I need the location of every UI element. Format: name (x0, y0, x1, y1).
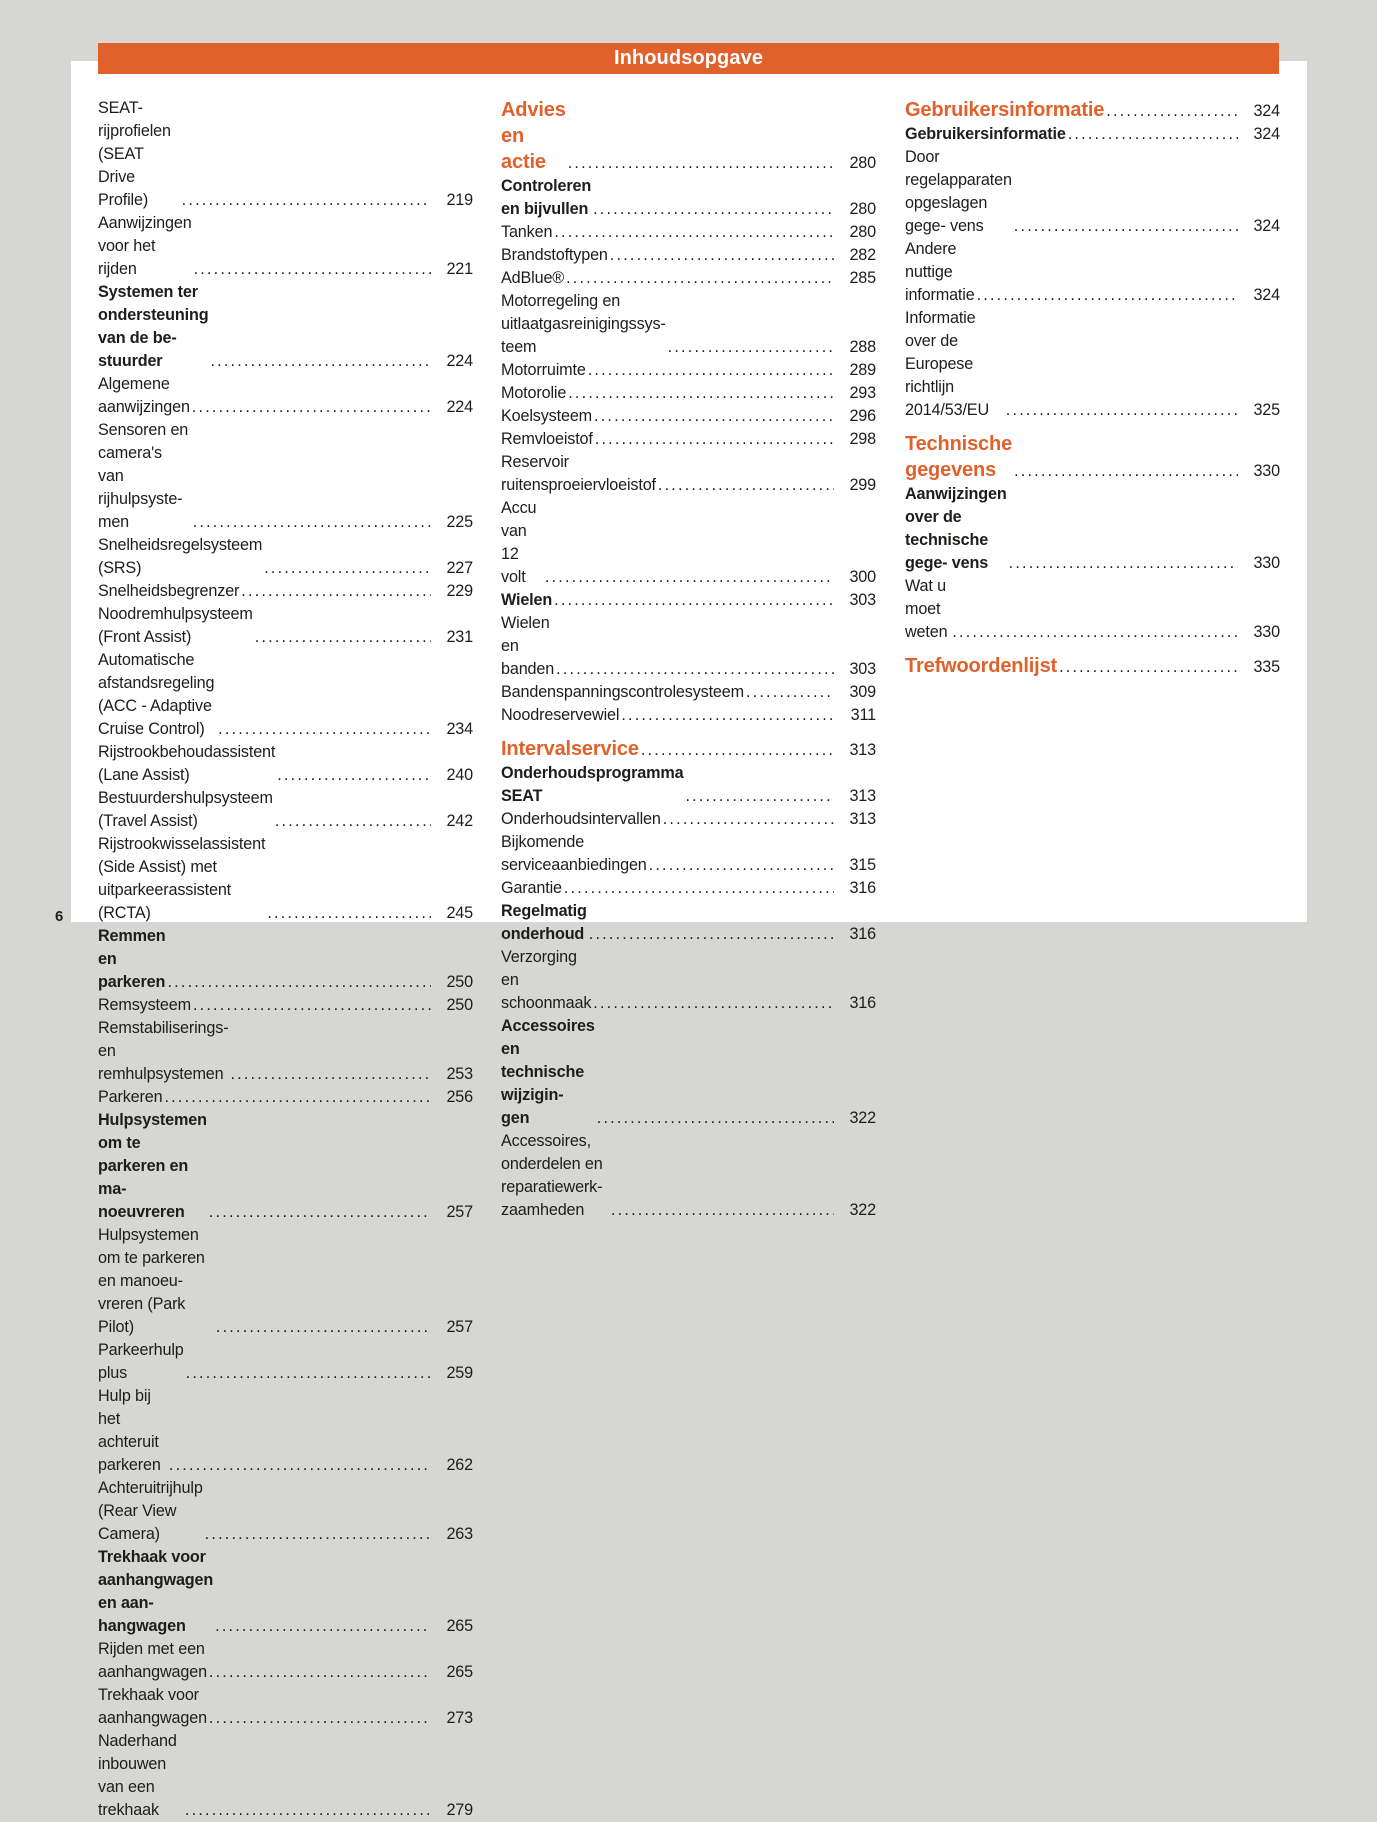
toc-entry-text: Achteruitrijhulp (Rear View Camera) (98, 1479, 203, 1543)
dot-leader (230, 1063, 431, 1086)
dot-leader (169, 1454, 431, 1477)
dot-leader (210, 350, 431, 373)
toc-entry-page: 265 (446, 1617, 473, 1635)
toc-entry-text: Brandstoftypen (501, 246, 608, 264)
dot-leader (193, 511, 431, 534)
toc-entry-text: Wat u moet weten (905, 577, 948, 641)
toc-entry-page: 262 (446, 1456, 473, 1474)
dot-leader (568, 152, 834, 175)
toc-entry[interactable] (98, 833, 473, 925)
toc-entry-text: Verzorging en schoonmaak (501, 948, 592, 1012)
dot-leader (218, 718, 431, 741)
toc-entry-page: 229 (446, 582, 473, 600)
dot-leader (621, 704, 834, 727)
page-number: 6 (55, 908, 64, 925)
toc-entry[interactable] (98, 580, 473, 603)
dot-leader (205, 1523, 431, 1546)
dot-leader (1106, 100, 1238, 123)
toc-entry-text: Trekhaak voor aanhangwagen (98, 1686, 207, 1727)
toc-entry-text: Hulpsystemen om te parkeren en manoeu- vreren (Park Pilot) (98, 1226, 205, 1336)
toc-entry-text: Motorolie (501, 384, 567, 402)
toc-entry[interactable] (501, 428, 876, 451)
toc-entry-page: 289 (849, 361, 876, 379)
dot-leader (977, 284, 1238, 307)
toc-entry-page: 256 (446, 1088, 473, 1106)
dot-leader (649, 854, 834, 877)
toc-entry[interactable] (905, 307, 1280, 422)
dot-leader (554, 589, 834, 612)
toc-entry[interactable] (98, 1638, 473, 1684)
dot-leader (267, 902, 431, 925)
toc-entry-text: Remvloeistof (501, 430, 593, 448)
toc-entry-text: Snelheidsbegrenzer (98, 582, 240, 600)
dot-leader (215, 1615, 431, 1638)
toc-entry-text: Door regelapparaten opgeslagen gege- vens (905, 148, 1012, 235)
toc-entry-text: Wielen en banden (501, 614, 555, 678)
toc-entry[interactable] (501, 704, 876, 727)
toc-entry-page: 324 (1253, 286, 1280, 304)
toc-entry-text: Bijkomende serviceaanbiedingen (501, 833, 647, 874)
toc-entry-text: Informatie over de Europese richtlijn 2014/53/EU (905, 309, 989, 419)
toc-entry[interactable] (905, 238, 1280, 307)
toc-entry[interactable] (98, 741, 473, 787)
toc-entry[interactable] (98, 649, 473, 741)
toc-section-text: Systemen ter ondersteuning van de be- stuurder (98, 283, 209, 370)
toc-entry-text: Rijstrookwisselassistent (Side Assist) met uitparkeerassistent (RCTA) (98, 835, 266, 922)
dot-leader (566, 267, 834, 290)
title-bar (98, 43, 1279, 74)
toc-section-text: Aanwijzingen over de technische gege- vens (905, 485, 1007, 572)
toc-entry-text: Rijden met een aanhangwagen (98, 1640, 207, 1681)
toc-entry-text: Rijstrookbehoudassistent (Lane Assist) (98, 743, 276, 784)
toc-entry-page: 257 (446, 1318, 473, 1336)
toc-section[interactable] (98, 1546, 473, 1638)
toc-entry-page: 259 (446, 1364, 473, 1382)
dot-leader (209, 1661, 431, 1684)
toc-entry-page: 265 (446, 1663, 473, 1681)
dot-leader (610, 244, 834, 267)
toc-entry-page: 313 (849, 810, 876, 828)
dot-leader (554, 221, 834, 244)
toc-entry[interactable] (501, 221, 876, 244)
toc-entry[interactable] (501, 612, 876, 681)
toc-entry[interactable] (98, 994, 473, 1017)
toc-entry-page: 263 (446, 1525, 473, 1543)
toc-entry[interactable] (501, 681, 876, 704)
dot-leader (185, 1799, 431, 1822)
toc-entry-text: Accessoires, onderdelen en reparatiewerk- zaamheden (501, 1132, 603, 1219)
toc-entry[interactable] (98, 419, 473, 534)
toc-entry[interactable] (98, 603, 473, 649)
toc-entry-text: Andere nuttige informatie (905, 240, 975, 304)
toc-section[interactable] (501, 762, 876, 808)
toc-section[interactable] (905, 123, 1280, 146)
toc-entry[interactable] (98, 97, 473, 212)
toc-entry-page: 224 (446, 352, 473, 370)
toc-entry-page: 279 (446, 1801, 473, 1819)
toc-column-2 (501, 97, 876, 1222)
toc-entry-page: 324 (1253, 217, 1280, 235)
toc-entry-page: 227 (446, 559, 473, 577)
toc-entry-page: 325 (1253, 401, 1280, 419)
toc-entry-page: 316 (849, 994, 876, 1012)
toc-entry-page: 300 (849, 568, 876, 586)
dot-leader (685, 785, 834, 808)
toc-entry-page: 242 (446, 812, 473, 830)
toc-entry-text: SEAT-rijprofielen (SEAT Drive Profile) (98, 99, 171, 209)
toc-entry[interactable] (98, 1224, 473, 1339)
dot-leader (611, 1199, 834, 1222)
toc-section-text: Regelmatig onderhoud (501, 902, 587, 943)
toc-entry[interactable] (501, 382, 876, 405)
toc-entry[interactable] (98, 1017, 473, 1086)
toc-entry-text: Bestuurdershulpsysteem (Travel Assist) (98, 789, 273, 830)
toc-section-text: Hulpsystemen om te parkeren en ma- noeuvreren (98, 1111, 207, 1221)
toc-entry-text: Snelheidsregelsysteem (SRS) (98, 536, 263, 577)
toc-entry[interactable] (905, 575, 1280, 644)
toc-section-text: Gebruikersinformatie (905, 125, 1066, 143)
toc-section[interactable] (501, 175, 876, 221)
toc-entry-page: 311 (850, 706, 876, 724)
dot-leader (1068, 123, 1238, 146)
toc-entry-text: Koelsysteem (501, 407, 593, 425)
toc-entry-page: 240 (446, 766, 473, 784)
dot-leader (1009, 552, 1238, 575)
dot-leader (275, 810, 431, 833)
toc-entry-text: Remstabiliserings- en remhulpsystemen (98, 1019, 229, 1083)
dot-leader (1014, 215, 1238, 238)
toc-entry[interactable] (98, 1684, 473, 1730)
toc-chapter-trefwoordenlijst[interactable] (905, 653, 1280, 679)
toc-entry-text: Parkeerhulp plus (98, 1341, 184, 1382)
toc-section[interactable] (501, 1015, 876, 1130)
dot-leader (658, 474, 834, 497)
dot-leader (588, 359, 834, 382)
toc-entry-page: 330 (1253, 554, 1280, 572)
toc-entry[interactable] (501, 946, 876, 1015)
toc-entry-page: 335 (1253, 658, 1280, 676)
toc-entry[interactable] (501, 831, 876, 877)
toc-column-3 (905, 97, 1280, 679)
toc-entry-text: Parkeren (98, 1088, 163, 1106)
toc-chapter-gebruikersinformatie[interactable] (905, 97, 1280, 123)
dot-leader (1059, 656, 1238, 679)
toc-entry-text: Tanken (501, 223, 553, 241)
toc-entry-page: 309 (849, 683, 876, 701)
dot-leader (593, 198, 834, 221)
toc-entry-text: Automatische afstandsregeling (ACC - Adaptive Cruise Control) (98, 651, 215, 738)
toc-entry-page: 293 (849, 384, 876, 402)
dot-leader (241, 580, 431, 603)
toc-chapter-technische-gegevens[interactable] (905, 431, 1280, 483)
toc-entry[interactable] (501, 1130, 876, 1222)
toc-entry-page: 296 (849, 407, 876, 425)
toc-entry-text: Garantie (501, 879, 562, 897)
dot-leader (564, 877, 834, 900)
dot-leader (164, 1086, 431, 1109)
toc-entry-page: 285 (849, 269, 876, 287)
toc-section-text: Controleren en bijvullen (501, 177, 592, 218)
toc-section-text: Onderhoudsprogramma SEAT (501, 764, 684, 805)
dot-leader (593, 992, 834, 1015)
toc-section-text: Accessoires en technische wijzigin- gen (501, 1017, 595, 1127)
dot-leader (589, 923, 834, 946)
toc-entry-text: Algemene aanwijzingen (98, 375, 190, 416)
toc-chapter-intervalservice[interactable] (501, 736, 876, 762)
toc-column-1 (98, 97, 473, 1822)
toc-entry-page: 280 (849, 200, 876, 218)
toc-entry-page: 315 (849, 856, 876, 874)
toc-entry-page: 324 (1253, 102, 1280, 120)
dot-leader (952, 621, 1238, 644)
toc-entry-text: Bandenspanningscontrolesysteem (501, 683, 744, 701)
toc-entry[interactable] (501, 405, 876, 428)
dot-leader (746, 681, 834, 704)
toc-entry[interactable] (501, 244, 876, 267)
toc-entry-page: 298 (849, 430, 876, 448)
toc-entry-page: 322 (849, 1109, 876, 1127)
toc-entry-page: 330 (1253, 462, 1280, 480)
toc-entry-page: 316 (849, 925, 876, 943)
toc-entry-page: 280 (849, 154, 876, 172)
toc-section[interactable] (501, 900, 876, 946)
toc-entry-page: 330 (1253, 623, 1280, 641)
toc-entry-page: 221 (446, 260, 473, 278)
toc-entry-page: 299 (849, 476, 876, 494)
toc-entry[interactable] (98, 373, 473, 419)
toc-section-text: Trekhaak voor aanhangwagen en aan- hangwagen (98, 1548, 214, 1635)
toc-entry-text: Motorruimte (501, 361, 586, 379)
dot-leader (545, 566, 834, 589)
toc-section[interactable] (905, 483, 1280, 575)
toc-entry[interactable] (98, 1730, 473, 1822)
dot-leader (167, 971, 431, 994)
toc-entry[interactable] (98, 1086, 473, 1109)
toc-entry-page: 257 (446, 1203, 473, 1221)
toc-section-text: Remmen en parkeren (98, 927, 166, 991)
toc-section[interactable] (98, 1109, 473, 1224)
toc-chapter-advies-en-actie[interactable] (501, 97, 876, 175)
toc-entry-page: 313 (849, 787, 876, 805)
toc-entry[interactable] (501, 497, 876, 589)
toc-entry-page: 322 (849, 1201, 876, 1219)
toc-entry-text: Onderhoudsintervallen (501, 810, 661, 828)
toc-entry-page: 253 (446, 1065, 473, 1083)
toc-entry-page: 303 (849, 591, 876, 609)
toc-entry[interactable] (501, 808, 876, 831)
toc-chapter-text: Advies en actie (501, 99, 566, 173)
dot-leader (209, 1707, 431, 1730)
toc-entry-page: 245 (446, 904, 473, 922)
dot-leader (1014, 460, 1238, 483)
dot-leader (568, 382, 834, 405)
dot-leader (209, 1201, 431, 1224)
dot-leader (597, 1107, 834, 1130)
toc-entry-page: 250 (446, 973, 473, 991)
dot-leader (194, 258, 431, 281)
toc-chapter-text: Intervalservice (501, 738, 639, 760)
toc-section[interactable] (501, 589, 876, 612)
toc-entry-text: Hulp bij het achteruit parkeren (98, 1387, 161, 1474)
dot-leader (193, 994, 431, 1017)
toc-entry-text: Reservoir ruitensproeiervloeistof (501, 453, 656, 494)
toc-entry-text: Sensoren en camera's van rijhulpsyste- men (98, 421, 189, 531)
toc-entry[interactable] (98, 1339, 473, 1385)
dot-leader (264, 557, 431, 580)
toc-entry-page: 316 (849, 879, 876, 897)
toc-entry[interactable] (501, 451, 876, 497)
toc-entry-page: 219 (446, 191, 473, 209)
toc-entry-page: 288 (849, 338, 876, 356)
toc-entry-page: 224 (446, 398, 473, 416)
toc-entry-text: Remsysteem (98, 996, 191, 1014)
toc-entry-page: 282 (849, 246, 876, 264)
toc-entry-text: Noodremhulpsysteem (Front Assist) (98, 605, 253, 646)
toc-entry-text: Motorregeling en uitlaatgasreinigingssys- teem (501, 292, 666, 356)
toc-section-text: Wielen (501, 591, 553, 609)
toc-entry-text: Noodreservewiel (501, 706, 620, 724)
dot-leader (182, 189, 431, 212)
toc-chapter-text: Trefwoordenlijst (905, 655, 1058, 677)
toc-entry[interactable] (98, 1385, 473, 1477)
dot-leader (595, 428, 834, 451)
toc-entry-page: 303 (849, 660, 876, 678)
toc-entry-text: Naderhand inbouwen van een trekhaak (98, 1732, 177, 1819)
toc-entry-page: 234 (446, 720, 473, 738)
toc-entry-text: Aanwijzingen voor het rijden (98, 214, 192, 278)
dot-leader (277, 764, 431, 787)
toc-section[interactable] (98, 281, 473, 373)
toc-chapter-text: Technische gegevens (905, 433, 1013, 481)
page-title: Inhoudsopgave (613, 47, 764, 69)
dot-leader (186, 1362, 431, 1385)
toc-entry-page: 324 (1253, 125, 1280, 143)
toc-entry-page: 280 (849, 223, 876, 241)
dot-leader (216, 1316, 431, 1339)
toc-entry[interactable] (98, 1477, 473, 1546)
toc-entry-page: 231 (446, 628, 473, 646)
toc-entry[interactable] (501, 359, 876, 382)
dot-leader (255, 626, 431, 649)
dot-leader (556, 658, 834, 681)
toc-entry[interactable] (501, 877, 876, 900)
dot-leader (1006, 399, 1238, 422)
toc-entry-text: AdBlue® (501, 269, 565, 287)
toc-entry[interactable] (98, 212, 473, 281)
dot-leader (668, 336, 834, 359)
toc-entry[interactable] (501, 267, 876, 290)
toc-entry-page: 225 (446, 513, 473, 531)
toc-chapter-text: Gebruikersinformatie (905, 99, 1105, 121)
dot-leader (663, 808, 834, 831)
toc-entry[interactable] (501, 290, 876, 359)
toc-entry-page: 313 (849, 741, 876, 759)
toc-entry[interactable] (98, 787, 473, 833)
toc-entry[interactable] (98, 534, 473, 580)
toc-entry-page: 273 (446, 1709, 473, 1727)
dot-leader (641, 739, 834, 762)
toc-entry-page: 250 (446, 996, 473, 1014)
dot-leader (192, 396, 431, 419)
dot-leader (594, 405, 834, 428)
toc-entry-text: Accu van 12 volt (501, 499, 537, 586)
toc-entry[interactable] (905, 146, 1280, 238)
